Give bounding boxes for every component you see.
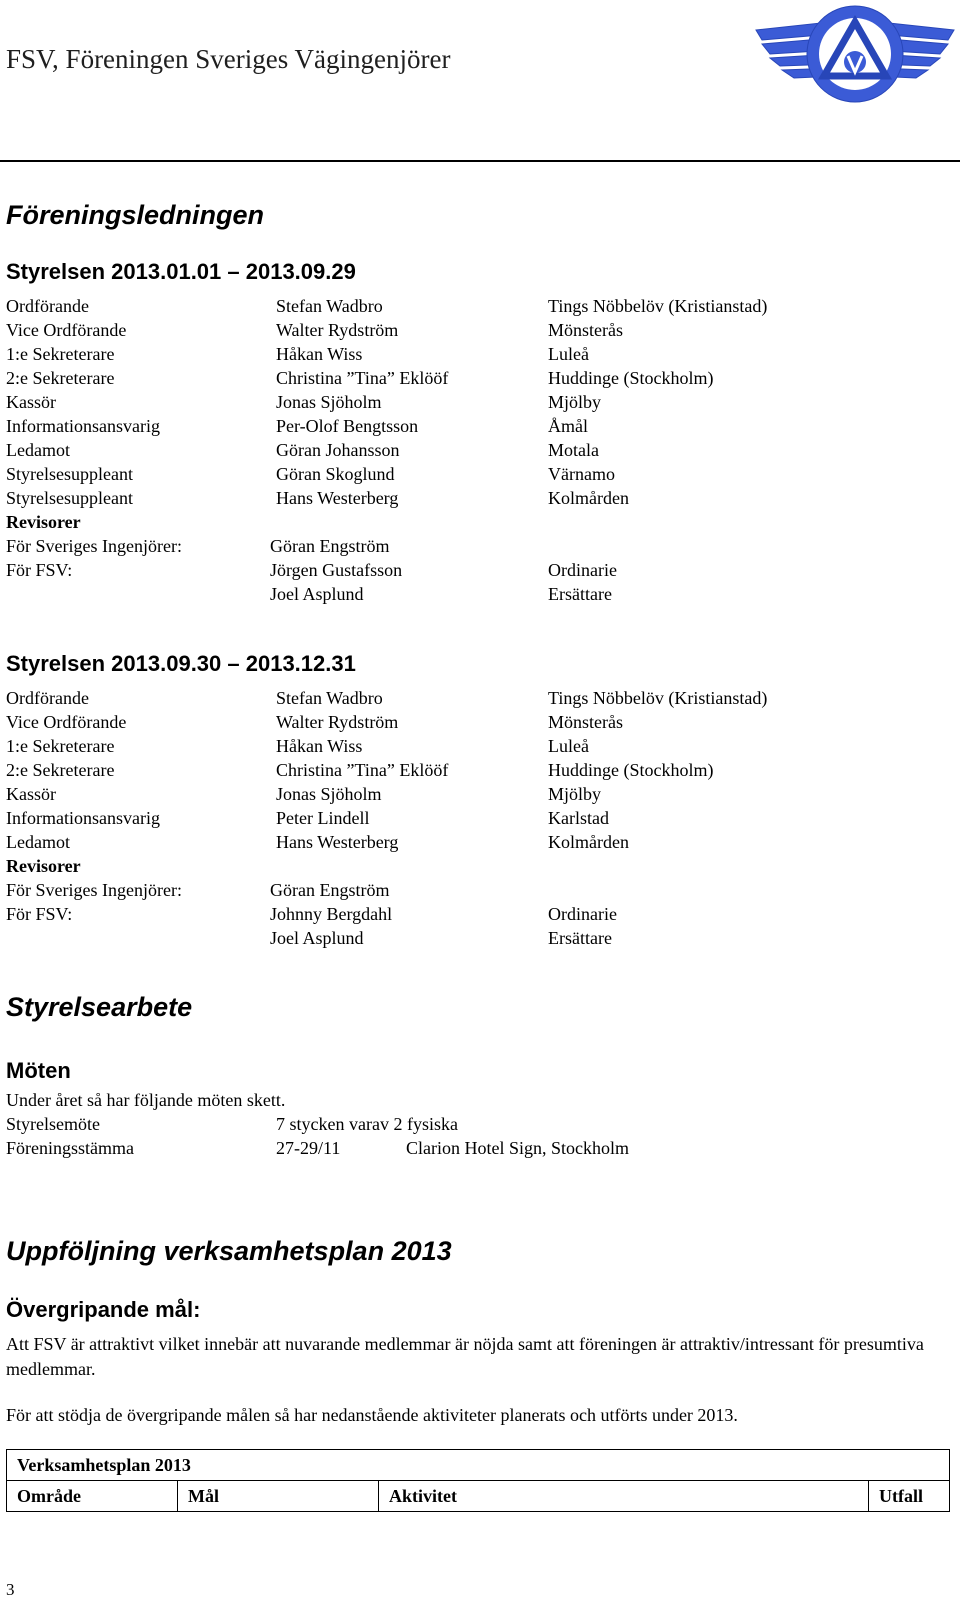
meeting-type: Styrelsemöte	[6, 1114, 100, 1134]
member-place: Värnamo	[548, 464, 615, 484]
heading-styrelsearbete: Styrelsearbete	[6, 992, 193, 1022]
goals-paragraph-1: Att FSV är attraktivt vilket innebär att nuvarande medlemmar är nöjda samt att föreningen är attraktiv/intressant för presumtiva medlemmar.	[6, 1334, 924, 1379]
member-role: Kassör	[6, 784, 56, 804]
member-name: Christina ”Tina” Eklööf	[276, 760, 449, 780]
heading-board-1: Styrelsen 2013.01.01 – 2013.09.29	[6, 259, 356, 284]
page-number: 3	[6, 1580, 15, 1599]
table-title: Verksamhetsplan 2013	[7, 1450, 950, 1481]
revisorer-label: Revisorer	[6, 512, 81, 532]
member-name: Stefan Wadbro	[276, 296, 383, 316]
auditor-label: För FSV:	[6, 904, 73, 924]
table-header-row	[7, 1481, 950, 1512]
meeting-location: Clarion Hotel Sign, Stockholm	[406, 1138, 629, 1158]
header-aktivitet: Aktivitet	[379, 1481, 869, 1512]
member-place: Karlstad	[548, 808, 609, 828]
member-place: Tings Nöbbelöv (Kristianstad)	[548, 296, 768, 316]
member-place: Kolmården	[548, 488, 629, 508]
auditor-name: Johnny Bergdahl	[270, 904, 393, 924]
member-place: Motala	[548, 440, 599, 460]
auditor-type: Ordinarie	[548, 904, 617, 924]
heading-board-2: Styrelsen 2013.09.30 – 2013.12.31	[6, 651, 356, 676]
auditor-type: Ordinarie	[548, 560, 617, 580]
heading-overgripande: Övergripande mål:	[6, 1297, 201, 1322]
header-title: FSV, Föreningen Sveriges Vägingenjörer	[6, 44, 451, 74]
auditor-name: Joel Asplund	[270, 584, 364, 604]
member-name: Göran Johansson	[276, 440, 400, 460]
member-name: Jonas Sjöholm	[276, 392, 382, 412]
member-role: Informationsansvarig	[6, 808, 160, 828]
verksamhetsplan-table	[6, 1449, 950, 1512]
member-place: Luleå	[548, 344, 589, 364]
auditor-name: Jörgen Gustafsson	[270, 560, 403, 580]
meeting-detail: 27-29/11	[276, 1138, 341, 1158]
fsv-logo	[752, 0, 958, 112]
member-name: Hans Westerberg	[276, 488, 399, 508]
member-place: Mjölby	[548, 784, 602, 804]
revisorer-label: Revisorer	[6, 856, 81, 876]
member-role: Styrelsesuppleant	[6, 488, 133, 508]
member-name: Peter Lindell	[276, 808, 370, 828]
member-place: Mönsterås	[548, 712, 623, 732]
member-name: Per-Olof Bengtsson	[276, 416, 419, 436]
member-role: Ordförande	[6, 296, 89, 316]
auditor-label: För Sveriges Ingenjörer:	[6, 880, 182, 900]
member-place: Åmål	[548, 416, 588, 436]
header-rule	[0, 160, 960, 162]
member-name: Hans Westerberg	[276, 832, 399, 852]
member-name: Walter Rydström	[276, 712, 399, 732]
member-name: Christina ”Tina” Eklööf	[276, 368, 449, 388]
header-omrade: Område	[7, 1481, 178, 1512]
member-role: Styrelsesuppleant	[6, 464, 133, 484]
auditor-label: För FSV:	[6, 560, 73, 580]
member-role: Ordförande	[6, 688, 89, 708]
member-role: Vice Ordförande	[6, 712, 127, 732]
auditor-name: Joel Asplund	[270, 928, 364, 948]
auditor-type: Ersättare	[548, 584, 612, 604]
meeting-type: Föreningsstämma	[6, 1138, 134, 1158]
header-utfall: Utfall	[869, 1481, 950, 1512]
member-role: Vice Ordförande	[6, 320, 127, 340]
heading-moten: Möten	[6, 1058, 71, 1083]
member-role: 1:e Sekreterare	[6, 344, 115, 364]
auditor-name: Göran Engström	[270, 536, 390, 556]
member-place: Mjölby	[548, 392, 602, 412]
member-role: 1:e Sekreterare	[6, 736, 115, 756]
member-place: Kolmården	[548, 832, 629, 852]
member-name: Stefan Wadbro	[276, 688, 383, 708]
member-role: 2:e Sekreterare	[6, 760, 115, 780]
goals-paragraph-2: För att stödja de övergripande målen så har nedanstående aktiviteter planerats och utförts under 2013.	[6, 1405, 738, 1425]
member-name: Walter Rydström	[276, 320, 399, 340]
meetings-intro: Under året så har följande möten skett.	[6, 1090, 286, 1110]
auditor-label: För Sveriges Ingenjörer:	[6, 536, 182, 556]
table-title-row	[7, 1450, 950, 1481]
member-place: Tings Nöbbelöv (Kristianstad)	[548, 688, 768, 708]
member-role: Informationsansvarig	[6, 416, 160, 436]
member-place: Luleå	[548, 736, 589, 756]
member-name: Håkan Wiss	[276, 736, 363, 756]
auditor-type: Ersättare	[548, 928, 612, 948]
member-name: Håkan Wiss	[276, 344, 363, 364]
member-place: Huddinge (Stockholm)	[548, 368, 714, 388]
auditor-name: Göran Engström	[270, 880, 390, 900]
member-place: Mönsterås	[548, 320, 623, 340]
member-role: Kassör	[6, 392, 56, 412]
header-mal: Mål	[178, 1481, 379, 1512]
heading-foreningsledningen: Föreningsledningen	[6, 200, 265, 230]
member-role: Ledamot	[6, 440, 70, 460]
member-name: Jonas Sjöholm	[276, 784, 382, 804]
member-role: 2:e Sekreterare	[6, 368, 115, 388]
member-role: Ledamot	[6, 832, 70, 852]
member-name: Göran Skoglund	[276, 464, 395, 484]
heading-uppfoljning: Uppföljning verksamhetsplan 2013	[6, 1236, 452, 1266]
member-place: Huddinge (Stockholm)	[548, 760, 714, 780]
meeting-detail: 7 stycken varav 2 fysiska	[276, 1114, 458, 1134]
